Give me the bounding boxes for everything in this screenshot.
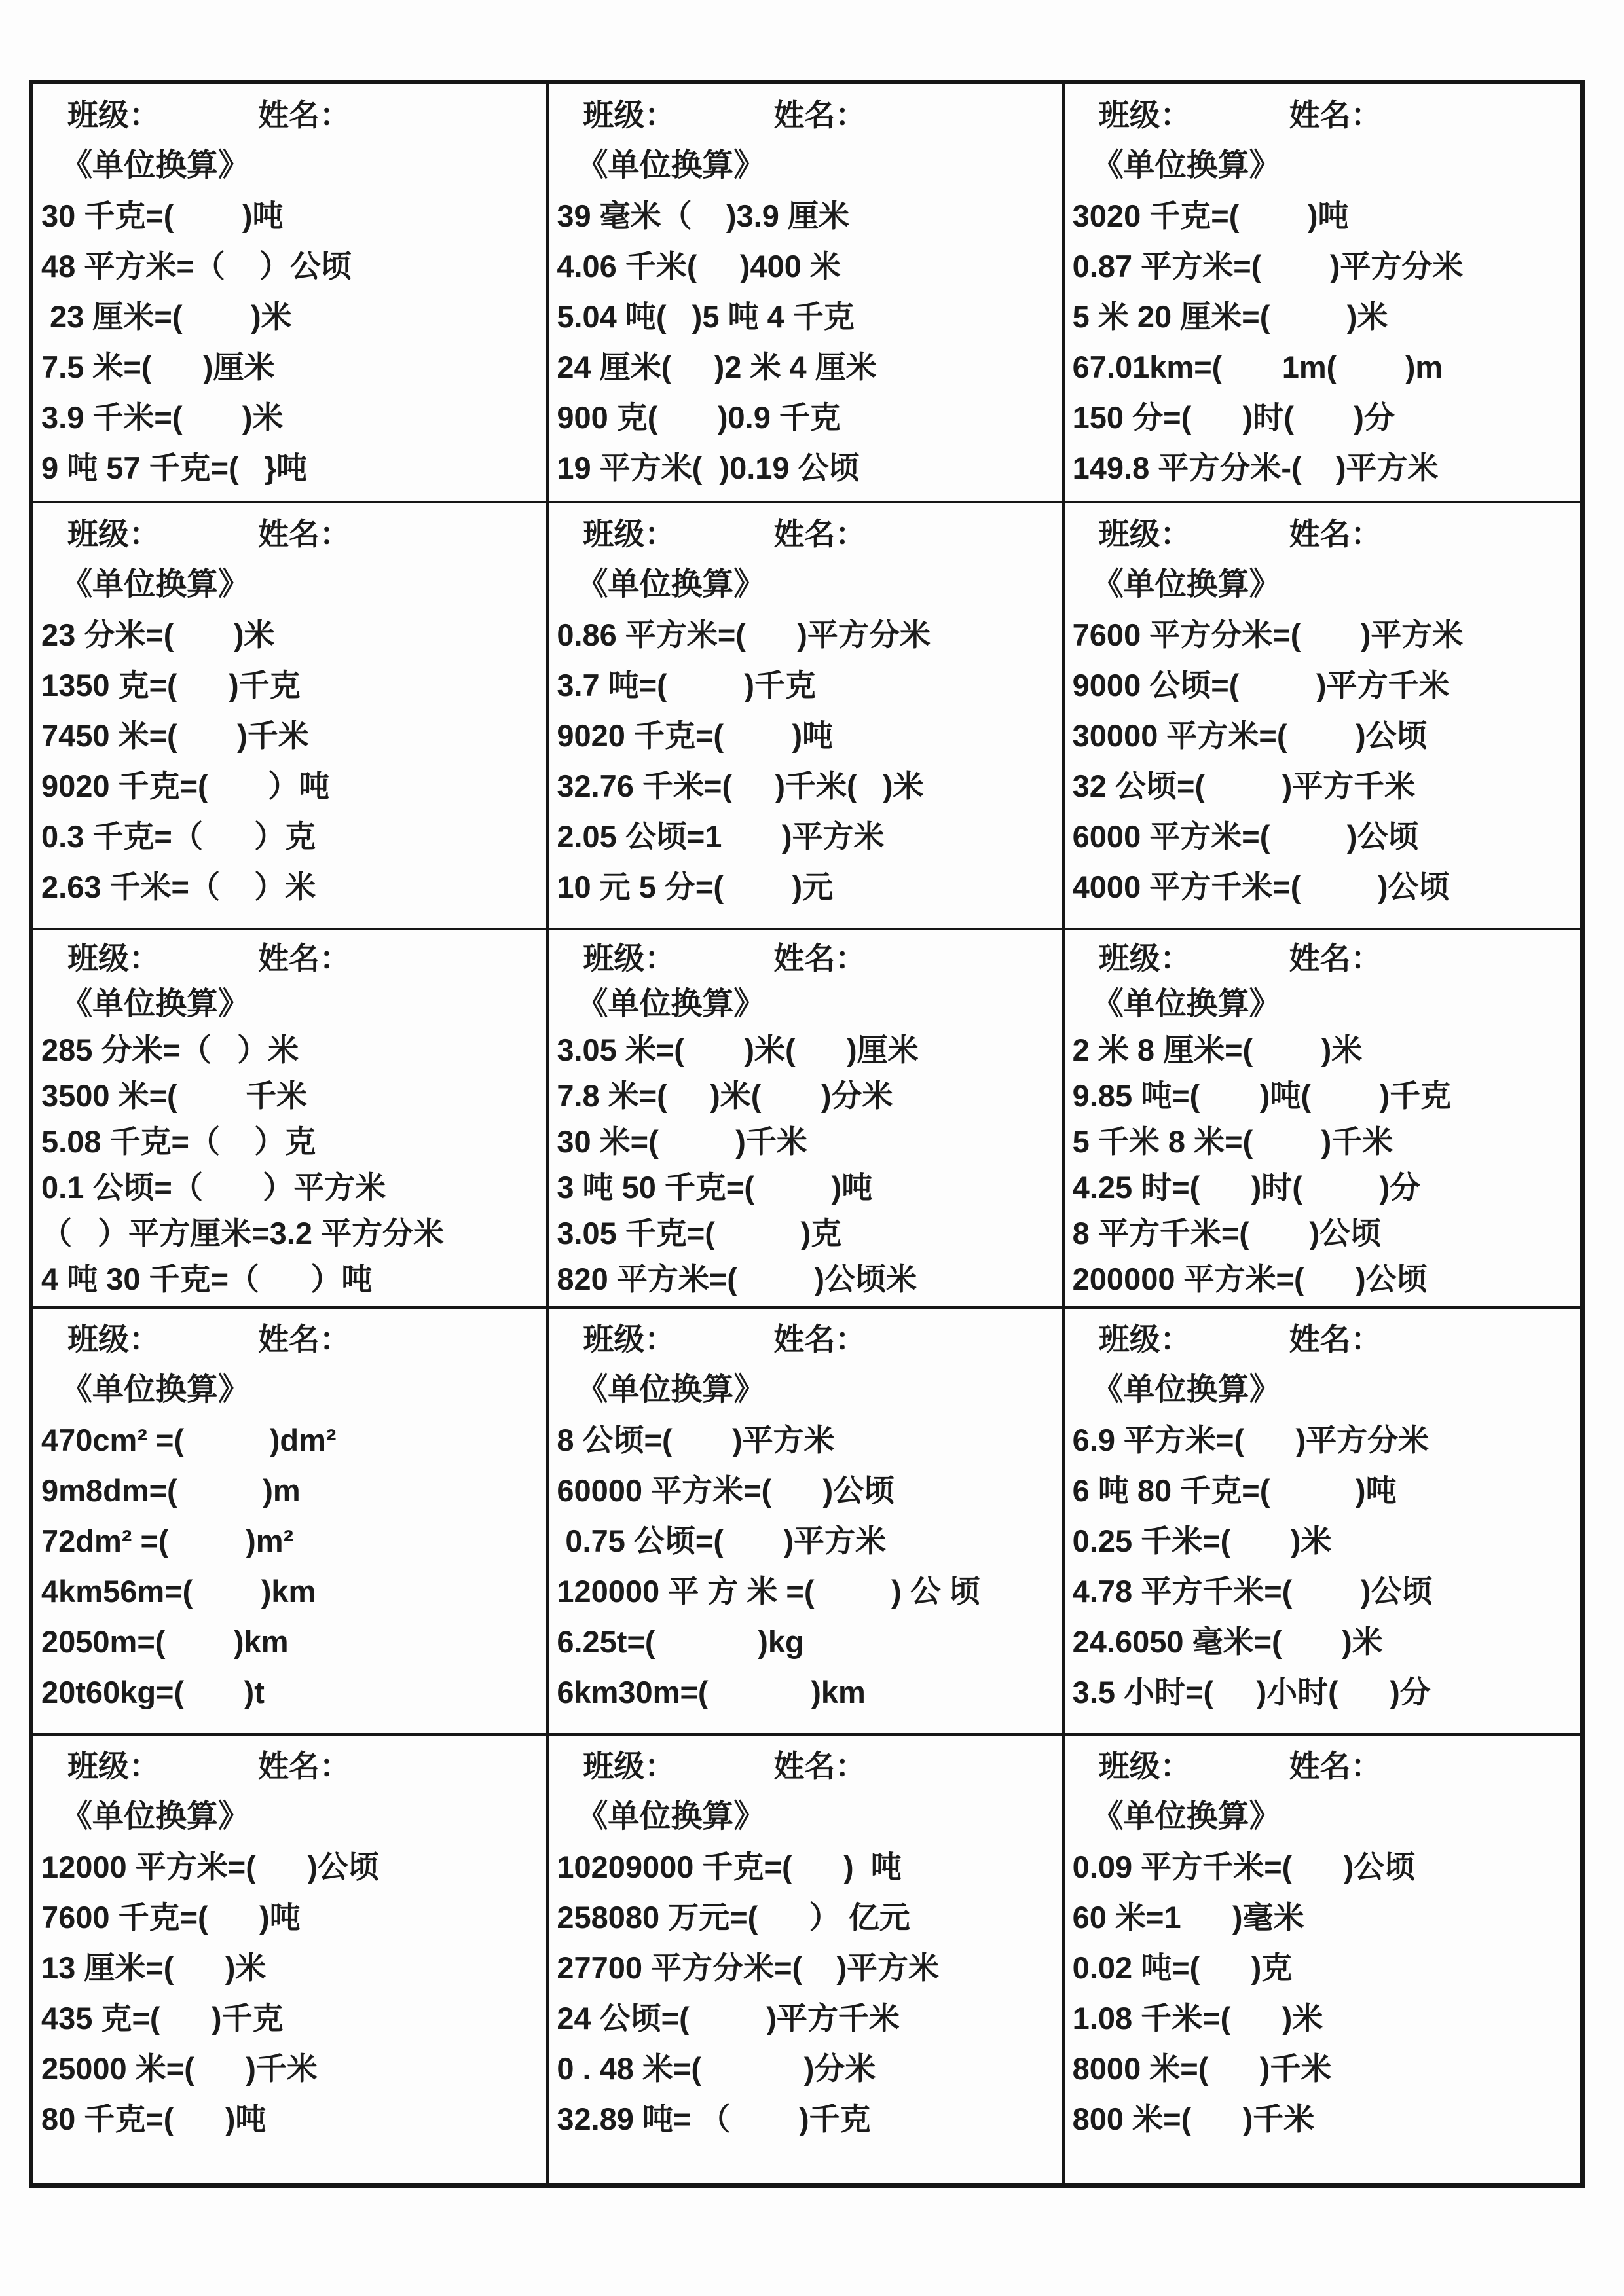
- name-label: 姓名：: [258, 941, 350, 976]
- cell-header: [41, 509, 544, 559]
- problem-line: 67.01km=( 1m( )m: [1072, 350, 1443, 384]
- cell-header: [557, 1741, 1059, 1791]
- worksheet-title: 《单位换算》: [576, 987, 766, 1022]
- name-label: 姓名：: [1289, 941, 1382, 976]
- worksheet-cell: [549, 1309, 1064, 1736]
- problem-line: 3.5 小时=( )小时( )分: [1072, 1674, 1431, 1709]
- problem-line: 0.02 吨=( )克: [1072, 1950, 1293, 1985]
- problem-line: 4.78 平方千米=( )公顷: [1072, 1573, 1433, 1609]
- cell-header: [557, 90, 1059, 140]
- worksheet-title: 《单位换算》: [1092, 567, 1281, 602]
- problem-line: 0.3 千克=（ ）克: [41, 819, 316, 854]
- class-label: 班级：: [1098, 1321, 1191, 1357]
- worksheet-title: 《单位换算》: [576, 1798, 766, 1834]
- cell-header: [41, 90, 544, 140]
- problem-line: 3.7 吨=( )千克: [557, 668, 816, 703]
- problem-line: 0.25 千米=( )米: [1072, 1523, 1332, 1558]
- problem-line: 9020 千克=( ）吨: [41, 769, 330, 804]
- class-label: 班级：: [67, 941, 160, 976]
- problem-line: 19 平方米( )0.19 公顷: [557, 450, 860, 485]
- class-label: 班级：: [67, 517, 160, 552]
- problem-line: 7450 米=( )千米: [41, 718, 309, 754]
- problem-line: 3500 米=( 千米: [41, 1078, 308, 1114]
- class-label: 班级：: [583, 98, 676, 132]
- problem-line: 6.25t=( )kg: [557, 1624, 804, 1659]
- problem-line: 9 吨 57 千克=( }吨: [41, 450, 308, 485]
- problem-line: 3 吨 50 千克=( )吨: [557, 1170, 873, 1205]
- problem-line: 2 米 8 厘米=( )米: [1072, 1032, 1363, 1068]
- problem-line: 6 吨 80 千克=( )吨: [1072, 1472, 1397, 1508]
- problem-line: 5.08 千克=（ ）克: [41, 1124, 316, 1159]
- problem-line: 24.6050 毫米=( )米: [1072, 1624, 1383, 1659]
- name-label: 姓名：: [773, 98, 866, 132]
- problem-line: 23 分米=( )米: [41, 617, 275, 653]
- worksheet-cell: [1065, 1736, 1580, 2183]
- cell-header: [1073, 1741, 1578, 1791]
- problem-line: 5 千米 8 米=( )千米: [1072, 1124, 1393, 1159]
- problem-line: 32.76 千米=( )千米( )米: [557, 769, 924, 804]
- problem-line: 30 米=( )千米: [557, 1124, 807, 1159]
- problem-line: 0.09 平方千米=( )公顷: [1072, 1849, 1416, 1884]
- cell-header: [557, 1314, 1059, 1364]
- class-label: 班级：: [1098, 1748, 1191, 1783]
- problem-line: 0.1 公顷=（ ）平方米: [41, 1170, 386, 1205]
- cell-header: [1073, 509, 1578, 559]
- problem-line: 72dm² =( )m²: [41, 1523, 294, 1558]
- problem-line: 39 毫米（ )3.9 厘米: [557, 198, 849, 233]
- problem-line: 30 千克=( )吨: [41, 198, 284, 233]
- problem-line: 25000 米=( )千米: [41, 2050, 318, 2086]
- problem-line: 2050m=( )km: [41, 1624, 289, 1659]
- problem-line: 27700 平方分米=( )平方米: [557, 1950, 940, 1985]
- problem-line: 150 分=( )时( )分: [1072, 400, 1395, 435]
- name-label: 姓名：: [1289, 517, 1382, 552]
- problem-line: 6000 平方米=( )公顷: [1072, 819, 1419, 854]
- class-label: 班级：: [67, 1748, 160, 1783]
- class-label: 班级：: [1098, 941, 1191, 976]
- problem-line: 80 千克=( )吨: [41, 2101, 267, 2136]
- name-label: 姓名：: [1289, 98, 1382, 132]
- problem-line: 10209000 千克=( ) 吨: [557, 1849, 902, 1884]
- class-label: 班级：: [1098, 517, 1191, 552]
- name-label: 姓名：: [258, 1321, 350, 1357]
- worksheet-title: 《单位换算》: [1092, 1798, 1281, 1834]
- problem-line: 285 分米=（ ）米: [41, 1032, 299, 1068]
- problem-line: 0 . 48 米=( )分米: [557, 2050, 876, 2086]
- problem-line: 7.8 米=( )米( )分米: [557, 1078, 893, 1114]
- worksheet-cell: [33, 503, 549, 930]
- problem-line: 1350 克=( )千克: [41, 668, 301, 703]
- cell-header: [41, 1741, 544, 1791]
- problem-line: 4000 平方千米=( )公顷: [1072, 869, 1450, 905]
- problem-line: 7600 平方分米=( )平方米: [1072, 617, 1464, 653]
- problem-line: 3.05 千克=( )克: [557, 1216, 842, 1251]
- problem-line: 8 平方千米=( )公顷: [1072, 1216, 1382, 1251]
- problem-line: 12000 平方米=( )公顷: [41, 1849, 379, 1884]
- class-label: 班级：: [1098, 98, 1191, 132]
- problem-line: 9020 千克=( )吨: [557, 718, 834, 754]
- worksheet-cell: [549, 1736, 1064, 2183]
- name-label: 姓名：: [1289, 1748, 1382, 1783]
- worksheet-title: 《单位换算》: [576, 567, 766, 602]
- problem-line: 435 克=( )千克: [41, 2000, 284, 2035]
- problem-line: 4 吨 30 千克=（ ）吨: [41, 1262, 373, 1297]
- problem-line: 24 厘米( )2 米 4 厘米: [557, 350, 877, 384]
- worksheet-cell: [33, 84, 549, 503]
- worksheet-cell: [1065, 84, 1580, 503]
- problem-line: 900 克( )0.9 千克: [557, 400, 841, 435]
- name-label: 姓名：: [258, 517, 350, 552]
- name-label: 姓名：: [258, 1748, 350, 1783]
- problem-line: 258080 万元=( ） 亿元: [557, 1899, 910, 1935]
- worksheet-title: 《单位换算》: [61, 1372, 250, 1407]
- worksheet-title: 《单位换算》: [61, 1798, 250, 1834]
- problem-line: 1.08 千米=( )米: [1072, 2000, 1323, 2035]
- problem-line: 0.75 公顷=( )平方米: [557, 1523, 887, 1558]
- problem-line: 8 公顷=( )平方米: [557, 1422, 835, 1457]
- worksheet-title: 《单位换算》: [1092, 987, 1281, 1022]
- worksheet-title: 《单位换算》: [61, 148, 250, 183]
- problem-line: 470cm² =( )dm²: [41, 1422, 337, 1457]
- problem-line: 9.85 吨=( )吨( )千克: [1072, 1078, 1452, 1114]
- problem-line: 24 公顷=( )平方千米: [557, 2000, 900, 2035]
- problem-line: 800 米=( )千米: [1072, 2101, 1315, 2136]
- problem-line: 23 厘米=( )米: [41, 299, 292, 334]
- name-label: 姓名：: [1289, 1321, 1382, 1357]
- cell-header: [41, 1314, 544, 1364]
- worksheet-cell: [549, 84, 1064, 503]
- worksheet-grid: [29, 80, 1585, 2188]
- problem-line: 48 平方米=（ ）公顷: [41, 249, 352, 283]
- problem-line: 7600 千克=( )吨: [41, 1899, 301, 1935]
- problem-line: 5.04 吨( )5 吨 4 千克: [557, 299, 855, 334]
- problem-line: 820 平方米=( )公顷米: [557, 1262, 917, 1297]
- worksheet-cell: [33, 1309, 549, 1736]
- problem-line: （ ）平方厘米=3.2 平方分米: [41, 1216, 445, 1251]
- problem-line: 20t60kg=( )t: [41, 1674, 265, 1709]
- worksheet-title: 《单位换算》: [576, 1372, 766, 1407]
- problem-line: 149.8 平方分米-( )平方米: [1072, 450, 1439, 485]
- problem-line: 0.87 平方米=( )平方分米: [1072, 249, 1464, 283]
- problem-line: 32.89 吨= （ )千克: [557, 2101, 871, 2136]
- cell-header: [557, 509, 1059, 559]
- worksheet-title: 《单位换算》: [1092, 1372, 1281, 1407]
- problem-line: 13 厘米=( )米: [41, 1950, 267, 1985]
- worksheet-cell: [33, 1736, 549, 2183]
- name-label: 姓名：: [773, 1321, 866, 1357]
- name-label: 姓名：: [773, 941, 866, 976]
- problem-line: 4.06 千米( )400 米: [557, 249, 841, 283]
- problem-line: 4km56m=( )km: [41, 1573, 316, 1609]
- problem-line: 9000 公顷=( )平方千米: [1072, 668, 1450, 703]
- class-label: 班级：: [583, 1321, 676, 1357]
- problem-line: 9m8dm=( )m: [41, 1472, 301, 1508]
- class-label: 班级：: [583, 941, 676, 976]
- worksheet-title: 《单位换算》: [61, 567, 250, 602]
- name-label: 姓名：: [258, 98, 350, 132]
- worksheet-cell: [549, 503, 1064, 930]
- problem-line: 2.05 公顷=1 )平方米: [557, 819, 885, 854]
- worksheet-cell: [1065, 503, 1580, 930]
- worksheet-cell: [549, 930, 1064, 1308]
- problem-line: 3.9 千米=( )米: [41, 400, 284, 435]
- problem-line: 5 米 20 厘米=( )米: [1072, 299, 1388, 334]
- worksheet-cell: [1065, 930, 1580, 1308]
- problem-line: 120000 平 方 米 =( ) 公 顷: [557, 1573, 980, 1609]
- problem-line: 10 元 5 分=( )元: [557, 869, 834, 905]
- cell-header: [41, 936, 544, 981]
- name-label: 姓名：: [773, 517, 866, 552]
- class-label: 班级：: [583, 517, 676, 552]
- problem-line: 0.86 平方米=( )平方分米: [557, 617, 931, 653]
- problem-line: 8000 米=( )千米: [1072, 2050, 1332, 2086]
- problem-line: 3.05 米=( )米( )厘米: [557, 1032, 919, 1068]
- name-label: 姓名：: [773, 1748, 866, 1783]
- cell-header: [1073, 90, 1578, 140]
- cell-header: [1073, 1314, 1578, 1364]
- worksheet-title: 《单位换算》: [576, 148, 766, 183]
- worksheet-cell: [1065, 1309, 1580, 1736]
- worksheet-title: 《单位换算》: [1092, 148, 1281, 183]
- worksheet-cell: [33, 930, 549, 1308]
- problem-line: 4.25 时=( )时( )分: [1072, 1170, 1421, 1205]
- problem-line: 200000 平方米=( )公顷: [1072, 1262, 1428, 1297]
- problem-line: 6.9 平方米=( )平方分米: [1072, 1422, 1430, 1457]
- problem-line: 2.63 千米=（ ）米: [41, 869, 316, 905]
- problem-line: 60 米=1 )毫米: [1072, 1899, 1304, 1935]
- problem-line: 30000 平方米=( )公顷: [1072, 718, 1428, 754]
- worksheet-title: 《单位换算》: [61, 987, 250, 1022]
- problem-line: 3020 千克=( )吨: [1072, 198, 1349, 233]
- problem-line: 60000 平方米=( )公顷: [557, 1472, 895, 1508]
- problem-line: 32 公顷=( )平方千米: [1072, 769, 1416, 804]
- class-label: 班级：: [583, 1748, 676, 1783]
- cell-header: [557, 936, 1059, 981]
- class-label: 班级：: [67, 1321, 160, 1357]
- problem-line: 7.5 米=( )厘米: [41, 350, 275, 384]
- cell-header: [1073, 936, 1578, 981]
- class-label: 班级：: [67, 98, 160, 132]
- problem-line: 6km30m=( )km: [557, 1674, 866, 1709]
